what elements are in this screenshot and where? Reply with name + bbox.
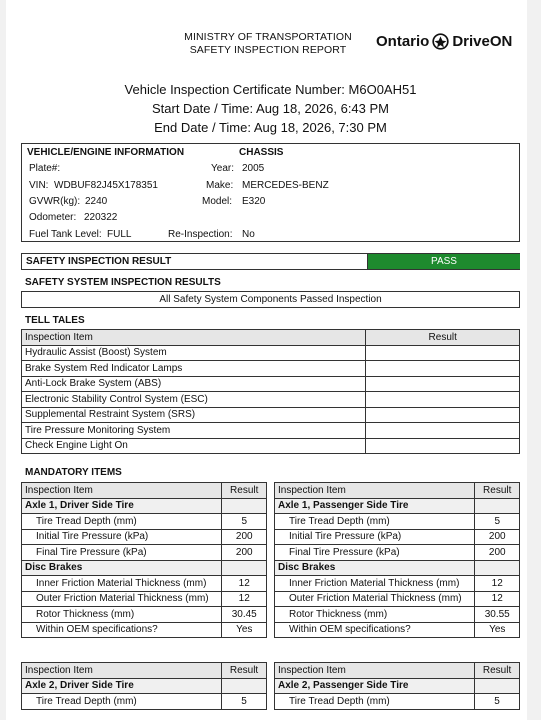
- tell-tale-item: Supplemental Restraint System (SRS): [22, 407, 366, 423]
- tread-label: Tire Tread Depth (mm): [22, 694, 222, 710]
- final-pressure-value: 200: [475, 545, 520, 561]
- oem-spec-label: Within OEM specifications?: [22, 622, 222, 638]
- reinspection-label: Re-Inspection:: [168, 229, 233, 240]
- logo-driveon-text: DriveON: [452, 33, 513, 50]
- tell-tales-table: [21, 329, 520, 454]
- empty-cell: [475, 498, 520, 514]
- oem-spec-label: Within OEM specifications?: [275, 622, 475, 638]
- tell-tale-result: [366, 345, 520, 361]
- axle2-passenger-table: [274, 662, 520, 710]
- vehicle-section-label: VEHICLE/ENGINE INFORMATION: [27, 147, 185, 158]
- end-datetime: End Date / Time: Aug 18, 2026, 7:30 PM: [154, 120, 387, 135]
- inner-friction-label: Inner Friction Material Thickness (mm): [275, 576, 475, 592]
- disc-brakes-heading: Disc Brakes: [22, 560, 222, 576]
- table-row: [22, 376, 520, 392]
- empty-cell: [222, 560, 267, 576]
- initial-pressure-label: Initial Tire Pressure (kPa): [275, 529, 475, 545]
- col-inspection-item: Inspection Item: [22, 663, 222, 679]
- table-row: [22, 392, 520, 408]
- table-row: [22, 407, 520, 423]
- outer-friction-label: Outer Friction Material Thickness (mm): [22, 591, 222, 607]
- oem-spec-value: Yes: [475, 622, 520, 638]
- col-result: Result: [475, 663, 520, 679]
- initial-pressure-value: 200: [475, 529, 520, 545]
- year-label: Year:: [211, 163, 234, 174]
- tell-tale-item: Anti-Lock Brake System (ABS): [22, 376, 366, 392]
- mandatory-items-title: MANDATORY ITEMS: [25, 467, 122, 478]
- safety-system-summary-row: [21, 291, 520, 308]
- axle-heading: Axle 2, Passenger Side Tire: [275, 678, 475, 694]
- trillium-icon: [432, 33, 449, 50]
- tell-tale-result: [366, 376, 520, 392]
- outer-friction-value: 12: [222, 591, 267, 607]
- empty-cell: [475, 678, 520, 694]
- model-value: E320: [242, 196, 266, 207]
- table-row: [22, 345, 520, 361]
- safety-system-summary: All Safety System Components Passed Inspection: [159, 294, 382, 305]
- tread-value: 5: [222, 694, 267, 710]
- pass-badge: PASS: [367, 254, 520, 269]
- tread-label: Tire Tread Depth (mm): [275, 694, 475, 710]
- model-label: Model:: [202, 196, 233, 207]
- empty-cell: [475, 560, 520, 576]
- vin-label: VIN:: [29, 180, 49, 191]
- tread-value: 5: [222, 514, 267, 530]
- tread-label: Tire Tread Depth (mm): [22, 514, 222, 530]
- logo-ontario-text: Ontario: [376, 33, 430, 50]
- certificate-number: Vehicle Inspection Certificate Number: M6O0AH51: [124, 82, 417, 97]
- disc-brakes-heading: Disc Brakes: [275, 560, 475, 576]
- odometer-label: Odometer:: [29, 212, 77, 223]
- make-value: MERCEDES-BENZ: [242, 180, 329, 191]
- empty-cell: [222, 678, 267, 694]
- inner-friction-value: 12: [222, 576, 267, 592]
- table-row: [22, 423, 520, 439]
- axle-heading: Axle 1, Passenger Side Tire: [275, 498, 475, 514]
- tell-tale-item: Electronic Stability Control System (ESC): [22, 392, 366, 408]
- tell-tales-title: TELL TALES: [25, 315, 85, 326]
- chassis-label: CHASSIS: [239, 147, 284, 158]
- axle1-driver-table: [21, 482, 267, 638]
- final-pressure-label: Final Tire Pressure (kPa): [22, 545, 222, 561]
- tell-tale-item: Hydraulic Assist (Boost) System: [22, 345, 366, 361]
- rotor-thickness-label: Rotor Thickness (mm): [275, 607, 475, 623]
- tell-tale-result: [366, 423, 520, 439]
- inner-friction-label: Inner Friction Material Thickness (mm): [22, 576, 222, 592]
- axle-heading: Axle 1, Driver Side Tire: [22, 498, 222, 514]
- make-label: Make:: [206, 180, 234, 191]
- safety-result-row: [21, 253, 520, 270]
- plate-label: Plate#:: [29, 163, 61, 174]
- axle1-passenger-table: [274, 482, 520, 638]
- fuel-label: Fuel Tank Level:: [29, 229, 102, 240]
- table-row: [22, 361, 520, 377]
- rotor-thickness-value: 30.55: [475, 607, 520, 623]
- col-inspection-item: Inspection Item: [275, 663, 475, 679]
- year-value: 2005: [242, 163, 265, 174]
- ministry-name: MINISTRY OF TRANSPORTATION: [184, 31, 352, 43]
- odometer-value: 220322: [84, 212, 118, 223]
- rotor-thickness-label: Rotor Thickness (mm): [22, 607, 222, 623]
- tell-tale-result: [366, 361, 520, 377]
- rotor-thickness-value: 30.45: [222, 607, 267, 623]
- initial-pressure-label: Initial Tire Pressure (kPa): [22, 529, 222, 545]
- safety-result-label: SAFETY INSPECTION RESULT: [26, 256, 172, 267]
- tell-tale-item: Check Engine Light On: [22, 438, 366, 454]
- col-inspection-item: Inspection Item: [275, 483, 475, 499]
- empty-cell: [222, 498, 267, 514]
- tell-tale-result: [366, 438, 520, 454]
- safety-system-title: SAFETY SYSTEM INSPECTION RESULTS: [25, 277, 221, 288]
- tell-tale-result: [366, 407, 520, 423]
- report-name: SAFETY INSPECTION REPORT: [189, 44, 347, 56]
- initial-pressure-value: 200: [222, 529, 267, 545]
- col-result: Result: [222, 663, 267, 679]
- vin-value: WDBUF82J45X178351: [54, 180, 158, 191]
- outer-friction-label: Outer Friction Material Thickness (mm): [275, 591, 475, 607]
- axle-heading: Axle 2, Driver Side Tire: [22, 678, 222, 694]
- oem-spec-value: Yes: [222, 622, 267, 638]
- inner-friction-value: 12: [475, 576, 520, 592]
- fuel-value: FULL: [107, 229, 132, 240]
- gvwr-label: GVWR(kg):: [29, 196, 81, 207]
- final-pressure-value: 200: [222, 545, 267, 561]
- gvwr-value: 2240: [85, 196, 108, 207]
- tread-label: Tire Tread Depth (mm): [275, 514, 475, 530]
- final-pressure-label: Final Tire Pressure (kPa): [275, 545, 475, 561]
- col-result: Result: [222, 483, 267, 499]
- ontario-driveon-logo: [376, 33, 512, 50]
- start-datetime: Start Date / Time: Aug 18, 2026, 6:43 PM: [151, 101, 390, 116]
- axle2-driver-table: [21, 662, 267, 710]
- outer-friction-value: 12: [475, 591, 520, 607]
- tell-tale-item: Tire Pressure Monitoring System: [22, 423, 366, 439]
- table-header-row: [22, 330, 520, 346]
- col-result: Result: [366, 330, 520, 346]
- tell-tale-result: [366, 392, 520, 408]
- vehicle-info-box: [21, 143, 520, 242]
- tread-value: 5: [475, 514, 520, 530]
- col-inspection-item: Inspection Item: [22, 330, 366, 346]
- report-header: [150, 31, 386, 57]
- col-result: Result: [475, 483, 520, 499]
- col-inspection-item: Inspection Item: [22, 483, 222, 499]
- reinspection-value: No: [242, 229, 255, 240]
- tell-tale-item: Brake System Red Indicator Lamps: [22, 361, 366, 377]
- tread-value: 5: [475, 694, 520, 710]
- table-row: [22, 438, 520, 454]
